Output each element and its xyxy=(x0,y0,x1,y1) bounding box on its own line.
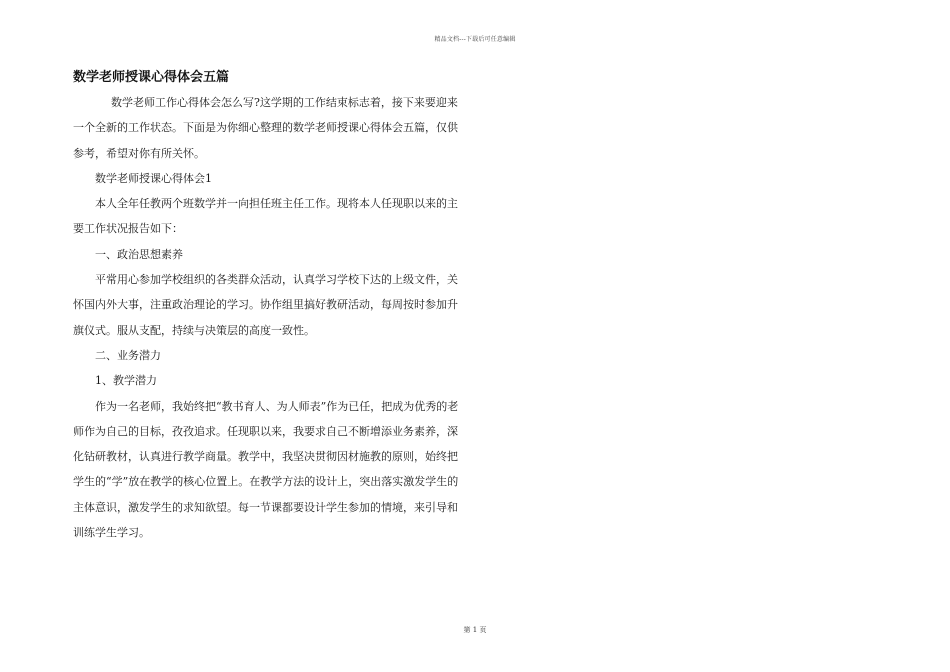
page-header: 精品文档---下载后可任意编辑 xyxy=(434,36,516,43)
body-paragraph: 本人全年任教两个班数学并一向担任班主任工作。现将本人任现职以来的主要工作状况报告如下： xyxy=(73,197,458,236)
section-heading: 一、政治思想素养 xyxy=(95,247,183,261)
document-body xyxy=(73,90,465,545)
section-heading: 数学老师授课心得体会1 xyxy=(95,171,212,185)
section-heading: 二、业务潜力 xyxy=(95,348,161,362)
page-number: 第 1 页 xyxy=(463,626,487,634)
body-paragraph: 平常用心参加学校组织的各类群众活动，认真学习学校下达的上级文件，关怀国内外大事，注重政治理论的学习。协作组里搞好教研活动，每周按时参加升旗仪式。服从支配，持续与决策层的高度一致性。 xyxy=(73,273,458,337)
subsection-heading: 1、教学潜力 xyxy=(95,374,157,388)
document-title: 数学老师授课心得体会五篇 xyxy=(73,70,230,85)
intro-paragraph: 数学老师工作心得体会怎么写?这学期的工作结束标志着，接下来要迎来一个全新的工作状态。下面是为你细心整理的数学老师授课心得体会五篇，仅供参考，希望对你有所关怀。 xyxy=(73,96,458,160)
body-paragraph: 作为一名老师，我始终把“教书育人、为人师表”作为已任，把成为优秀的老师作为自己的目标，孜孜追求。任现职以来，我要求自己不断增添业务素养，深化钻研教材，认真进行教学商量。教学中，我坚决贯彻因材施教的原则，始终把学生的“学”放在教学的核心位置上。在教学方法的设计上，突出落实激发学生的主体意识，激发学生的求知欲望。每一节课都要设计学生参加的情境，来引导和训练学生学习。 xyxy=(73,399,459,540)
